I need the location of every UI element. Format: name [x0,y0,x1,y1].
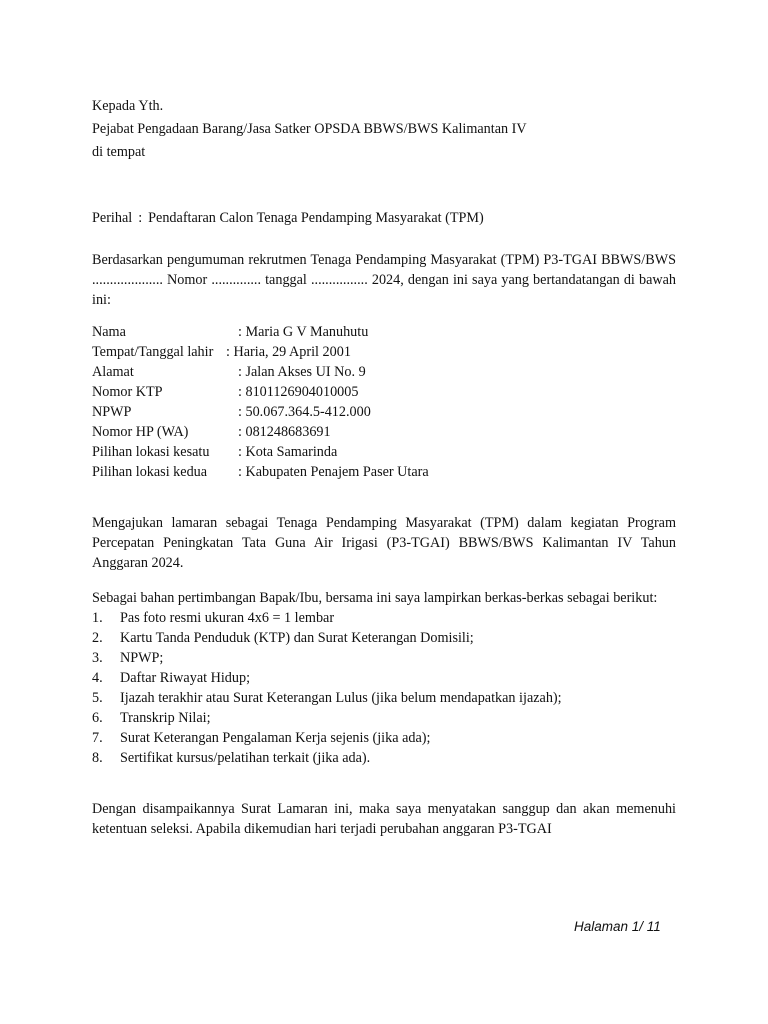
identity-label: Nama [92,324,126,340]
list-text: Transkrip Nilai; [120,710,211,726]
list-text: Sertifikat kursus/pelatihan terkait (jika ada). [120,750,371,766]
list-text: Daftar Riwayat Hidup; [120,670,251,686]
identity-label: NPWP [92,404,132,420]
attachments-intro: Sebagai bahan pertimbangan Bapak/Ibu, bersama ini saya lampirkan berkas-berkas sebagai berikut: [92,590,658,606]
identity-label: Pilihan lokasi kesatu [92,444,210,460]
subject-separator: : [138,210,143,226]
recipient-block [92,96,676,162]
list-item [92,608,676,628]
identity-row-phone [92,422,676,442]
recipient-greeting: Kepada Yth. [92,98,164,114]
identity-label: Nomor HP (WA) [92,424,189,440]
list-text: Kartu Tanda Penduduk (KTP) dan Surat Keterangan Domisili; [120,630,474,646]
list-item [92,668,676,688]
identity-block [92,322,676,482]
subject-text: Pendaftaran Calon Tenaga Pendamping Masyarakat (TPM) [148,210,484,226]
identity-value: : 50.067.364.5-412.000 [238,404,371,420]
list-number: 6. [92,710,103,726]
identity-label: Tempat/Tanggal lahir [92,344,214,360]
identity-label: Alamat [92,364,134,380]
identity-value: : 8101126904010005 [238,384,359,400]
closing-paragraph: Dengan disampaikannya Surat Lamaran ini, maka saya menyatakan sanggup dan akan memenuhi ketentuan seleksi. Apabila dikemudian hari terjadi perubahan anggaran P3-TGAI [92,801,676,837]
list-number: 4. [92,670,103,686]
list-text: Ijazah terakhir atau Surat Keterangan Lulus (jika belum mendapatkan ijazah); [120,690,562,706]
identity-label: Pilihan lokasi kedua [92,464,208,480]
list-item [92,748,676,768]
attachments-block [92,588,676,768]
identity-value: : Jalan Akses UI No. 9 [238,364,366,380]
application-paragraph: Mengajukan lamaran sebagai Tenaga Pendamping Masyarakat (TPM) dalam kegiatan Program Percepatan Peningkatan Tata Guna Air Irigasi (P3-TGAI) BBWS/BWS Kalimantan IV Tahun Anggaran 2024. [92,515,676,571]
identity-row-birth [92,342,676,362]
identity-row-location-1 [92,442,676,462]
identity-value: : Kota Samarinda [238,444,338,460]
identity-row-name [92,322,676,342]
list-number: 3. [92,650,103,666]
list-item [92,708,676,728]
list-item [92,688,676,708]
list-text: NPWP; [120,650,164,666]
list-number: 5. [92,690,103,706]
page-number: Halaman 1/ 11 [574,919,661,934]
recipient-place: di tempat [92,144,146,160]
recipient-title: Pejabat Pengadaan Barang/Jasa Satker OPSDA BBWS/BWS Kalimantan IV [92,121,527,137]
identity-row-ktp [92,382,676,402]
intro-paragraph: Berdasarkan pengumuman rekrutmen Tenaga Pendamping Masyarakat (TPM) P3-TGAI BBWS/BWS .................... Nomor .............. tanggal ................ 2024, dengan ini saya yang bertandatangan di bawah ini: [92,252,676,308]
list-number: 2. [92,630,103,646]
identity-value: : Maria G V Manuhutu [238,324,369,340]
list-text: Surat Keterangan Pengalaman Kerja sejenis (jika ada); [120,730,431,746]
list-item [92,628,676,648]
identity-row-npwp [92,402,676,422]
list-number: 8. [92,750,103,766]
identity-row-address [92,362,676,382]
list-number: 7. [92,730,103,746]
list-number: 1. [92,610,103,626]
identity-value: : 081248683691 [238,424,331,440]
list-item [92,648,676,668]
identity-value: : Kabupaten Penajem Paser Utara [238,464,429,480]
identity-value: : Haria, 29 April 2001 [226,344,351,360]
identity-label: Nomor KTP [92,384,163,400]
subject-line [92,208,676,228]
list-item [92,728,676,748]
subject-label: Perihal [92,210,133,226]
list-text: Pas foto resmi ukuran 4x6 = 1 lembar [120,610,335,626]
identity-row-location-2 [92,462,676,482]
